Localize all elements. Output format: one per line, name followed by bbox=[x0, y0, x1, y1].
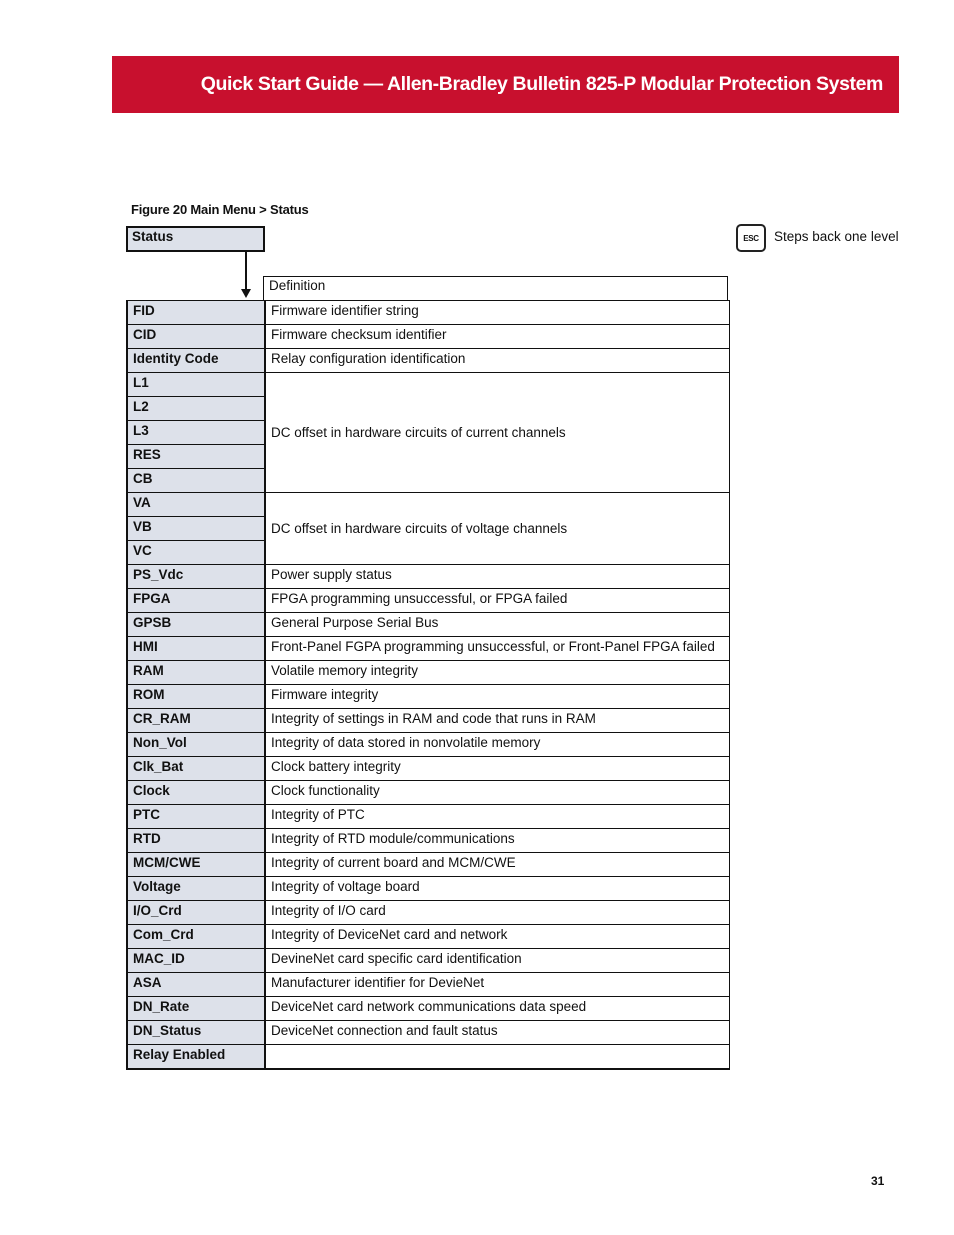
setting-definition: DC offset in hardware circuits of current channels bbox=[265, 373, 729, 493]
setting-definition: Volatile memory integrity bbox=[265, 661, 729, 685]
table-row bbox=[127, 757, 729, 781]
setting-definition: Integrity of data stored in nonvolatile memory bbox=[265, 733, 729, 757]
setting-definition: Manufacturer identifier for DevieNet bbox=[265, 973, 729, 997]
table-row bbox=[127, 493, 729, 517]
setting-definition: Integrity of I/O card bbox=[265, 901, 729, 925]
table-row bbox=[127, 949, 729, 973]
status-table bbox=[126, 300, 730, 1070]
setting-name: CID bbox=[127, 325, 265, 349]
table-row bbox=[127, 997, 729, 1021]
setting-name: Com_Crd bbox=[127, 925, 265, 949]
setting-definition: Integrity of settings in RAM and code that runs in RAM bbox=[265, 709, 729, 733]
setting-name: PS_Vdc bbox=[127, 565, 265, 589]
table-row bbox=[127, 709, 729, 733]
status-menu-box: Status bbox=[126, 226, 265, 252]
setting-name: VB bbox=[127, 517, 265, 541]
table-row bbox=[127, 805, 729, 829]
status-table-body bbox=[127, 301, 729, 1069]
figure-caption: Figure 20 Main Menu > Status bbox=[131, 202, 309, 217]
setting-definition: Clock battery integrity bbox=[265, 757, 729, 781]
setting-definition: Firmware identifier string bbox=[265, 301, 729, 325]
setting-definition: Integrity of current board and MCM/CWE bbox=[265, 853, 729, 877]
table-row bbox=[127, 733, 729, 757]
setting-name: RTD bbox=[127, 829, 265, 853]
table-row bbox=[127, 685, 729, 709]
page-number: 31 bbox=[871, 1174, 885, 1188]
setting-name: Non_Vol bbox=[127, 733, 265, 757]
table-row bbox=[127, 325, 729, 349]
setting-name: L3 bbox=[127, 421, 265, 445]
setting-definition: FPGA programming unsuccessful, or FPGA failed bbox=[265, 589, 729, 613]
table-row bbox=[127, 877, 729, 901]
page-header-title: Quick Start Guide — Allen-Bradley Bulletin 825-P Modular Protection System bbox=[200, 73, 883, 95]
table-row bbox=[127, 565, 729, 589]
table-row bbox=[127, 1021, 729, 1045]
setting-definition: Integrity of RTD module/communications bbox=[265, 829, 729, 853]
setting-name: MCM/CWE bbox=[127, 853, 265, 877]
setting-name: Relay Enabled bbox=[127, 1045, 265, 1069]
setting-definition: Firmware checksum identifier bbox=[265, 325, 729, 349]
setting-name: ROM bbox=[127, 685, 265, 709]
setting-definition: Relay configuration identification bbox=[265, 349, 729, 373]
setting-name: L2 bbox=[127, 397, 265, 421]
setting-name: MAC_ID bbox=[127, 949, 265, 973]
setting-definition: Integrity of DeviceNet card and network bbox=[265, 925, 729, 949]
setting-name: Clock bbox=[127, 781, 265, 805]
table-row bbox=[127, 1045, 729, 1069]
table-row bbox=[127, 661, 729, 685]
table-row bbox=[127, 301, 729, 325]
setting-definition: Power supply status bbox=[265, 565, 729, 589]
setting-definition: Front-Panel FGPA programming unsuccessful, or Front-Panel FPGA failed bbox=[265, 637, 729, 661]
setting-name: DN_Status bbox=[127, 1021, 265, 1045]
setting-definition: DevineNet card specific card identification bbox=[265, 949, 729, 973]
setting-definition: Integrity of PTC bbox=[265, 805, 729, 829]
down-arrow-icon bbox=[241, 289, 251, 298]
table-row bbox=[127, 853, 729, 877]
setting-name: CR_RAM bbox=[127, 709, 265, 733]
esc-description: Steps back one level bbox=[774, 229, 899, 244]
setting-name: L1 bbox=[127, 373, 265, 397]
table-row bbox=[127, 925, 729, 949]
setting-definition: DeviceNet connection and fault status bbox=[265, 1021, 729, 1045]
setting-name: Identity Code bbox=[127, 349, 265, 373]
table-row bbox=[127, 901, 729, 925]
setting-name: VC bbox=[127, 541, 265, 565]
connector-line bbox=[245, 252, 247, 290]
setting-name: RAM bbox=[127, 661, 265, 685]
setting-definition: Clock functionality bbox=[265, 781, 729, 805]
table-row bbox=[127, 637, 729, 661]
table-row bbox=[127, 613, 729, 637]
table-row bbox=[127, 373, 729, 397]
setting-name: Clk_Bat bbox=[127, 757, 265, 781]
setting-name: HMI bbox=[127, 637, 265, 661]
setting-definition: Firmware integrity bbox=[265, 685, 729, 709]
setting-name: FID bbox=[127, 301, 265, 325]
setting-name: I/O_Crd bbox=[127, 901, 265, 925]
setting-definition: General Purpose Serial Bus bbox=[265, 613, 729, 637]
setting-name: FPGA bbox=[127, 589, 265, 613]
setting-definition: Integrity of voltage board bbox=[265, 877, 729, 901]
setting-name: ASA bbox=[127, 973, 265, 997]
table-row bbox=[127, 781, 729, 805]
table-row bbox=[127, 973, 729, 997]
table-row bbox=[127, 829, 729, 853]
esc-key-icon: ESC bbox=[736, 224, 766, 252]
setting-name: Voltage bbox=[127, 877, 265, 901]
header-banner bbox=[112, 56, 899, 113]
setting-definition: DeviceNet card network communications data speed bbox=[265, 997, 729, 1021]
setting-name: CB bbox=[127, 469, 265, 493]
setting-name: GPSB bbox=[127, 613, 265, 637]
setting-definition bbox=[265, 1045, 729, 1069]
setting-name: RES bbox=[127, 445, 265, 469]
setting-definition: DC offset in hardware circuits of voltage channels bbox=[265, 493, 729, 565]
setting-name: VA bbox=[127, 493, 265, 517]
table-row bbox=[127, 589, 729, 613]
definition-header: Definition bbox=[263, 276, 728, 301]
setting-name: DN_Rate bbox=[127, 997, 265, 1021]
table-row bbox=[127, 349, 729, 373]
setting-name: PTC bbox=[127, 805, 265, 829]
